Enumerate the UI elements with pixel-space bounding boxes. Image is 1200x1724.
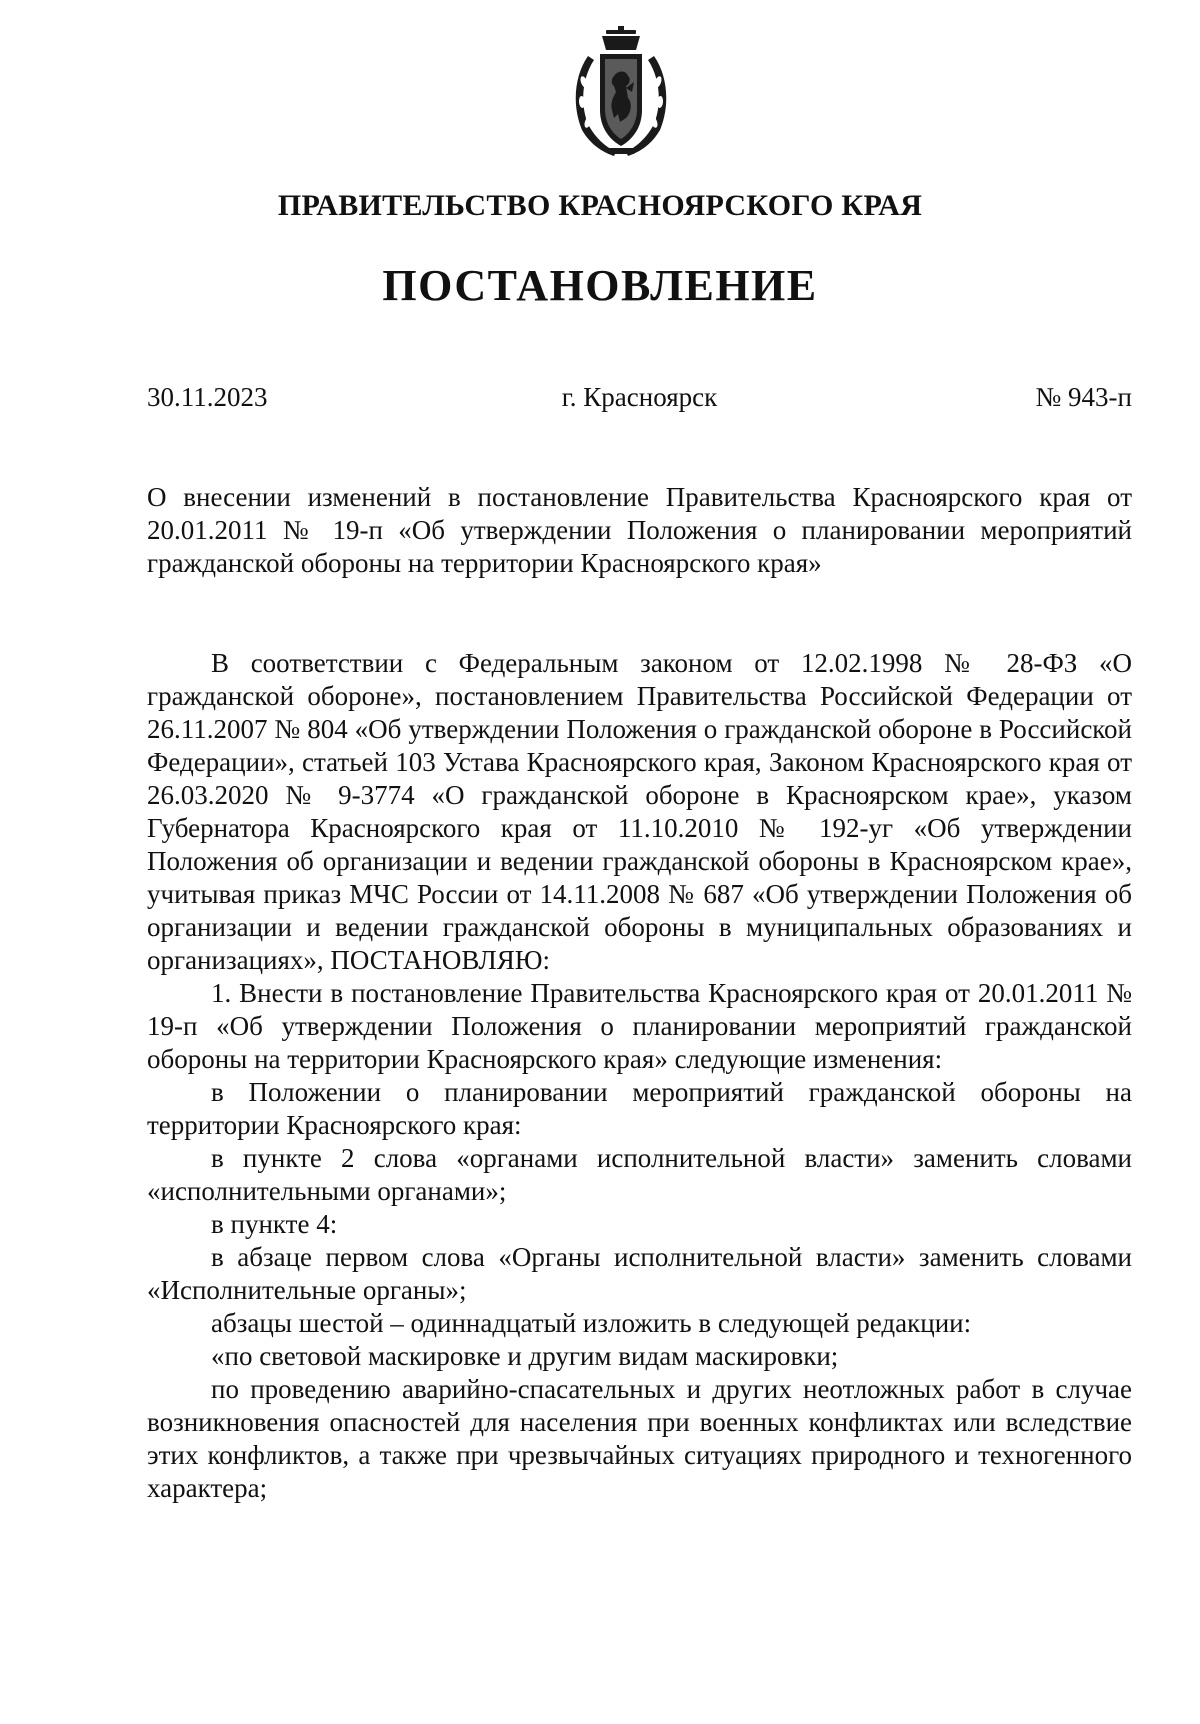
document-number: № 943-п — [1035, 382, 1132, 412]
document-meta — [147, 382, 1132, 418]
document-city: г. Красноярск — [561, 382, 718, 412]
document-subject: О внесении изменений в постановление Правительства Красноярского края от 20.01.2011 № 19-п «Об утверждении Положения о планировании мероприятий гражданской обороны на территории Красноярского края» — [147, 482, 1132, 578]
body-paragraph: в пункте 2 слова «органами исполнительной власти» заменить словами «исполнительными органами»; — [147, 1143, 1132, 1206]
body-paragraph: В соответствии с Федеральным законом от 12.02.1998 № 28-ФЗ «О гражданской обороне», постановлением Правительства Российской Федерации от 26.11.2007 № 804 «Об утверждении Положения о гражданской обороне в Российской Федерации», статьей 103 Устава Красноярского края, Законом Красноярского края от 26.03.2020 № 9-3774 «О гражданской обороне в Красноярском крае», указом Губернатора Красноярского края от 11.10.2010 № 192-уг «Об утверждении Положения об организации и ведении гражданской обороны в Красноярском крае», учитывая приказ МЧС России от 14.11.2008 № 687 «Об утверждении Положения об организации и ведении гражданской обороны в муниципальных образованиях и организациях», ПОСТАНОВЛЯЮ: — [147, 648, 1132, 975]
body-paragraph: 1. Внести в постановление Правительства Красноярского края от 20.01.2011 № 19-п «Об утверждении Положения о планировании мероприятий гражданской обороны на территории Красноярского края» следующие изменения: — [147, 978, 1132, 1074]
body-paragraph: «по световой маскировке и другим видам маскировки; — [211, 1341, 839, 1371]
coat-of-arms-icon — [568, 26, 674, 160]
document-date: 30.11.2023 — [147, 382, 268, 412]
document-body — [147, 647, 1132, 1505]
body-paragraph: в абзаце первом слова «Органы исполнительной власти» заменить словами «Исполнительные органы»; — [147, 1242, 1132, 1305]
document-type-title: ПОСТАНОВЛЕНИЕ — [382, 261, 818, 310]
body-paragraph: абзацы шестой – одиннадцатый изложить в следующей редакции: — [211, 1308, 972, 1338]
body-paragraph: по проведению аварийно-спасательных и других неотложных работ в случае возникновения опасностей для населения при военных конфликтах или вследствие этих конфликтов, а также при чрезвычайных ситуациях природного и техногенного характера; — [147, 1374, 1132, 1503]
body-paragraph: в пункте 4: — [211, 1209, 338, 1239]
body-paragraph: в Положении о планировании мероприятий гражданской обороны на территории Красноярского края: — [147, 1077, 1132, 1140]
organization-title: ПРАВИТЕЛЬСТВО КРАСНОЯРСКОГО КРАЯ — [277, 189, 923, 222]
